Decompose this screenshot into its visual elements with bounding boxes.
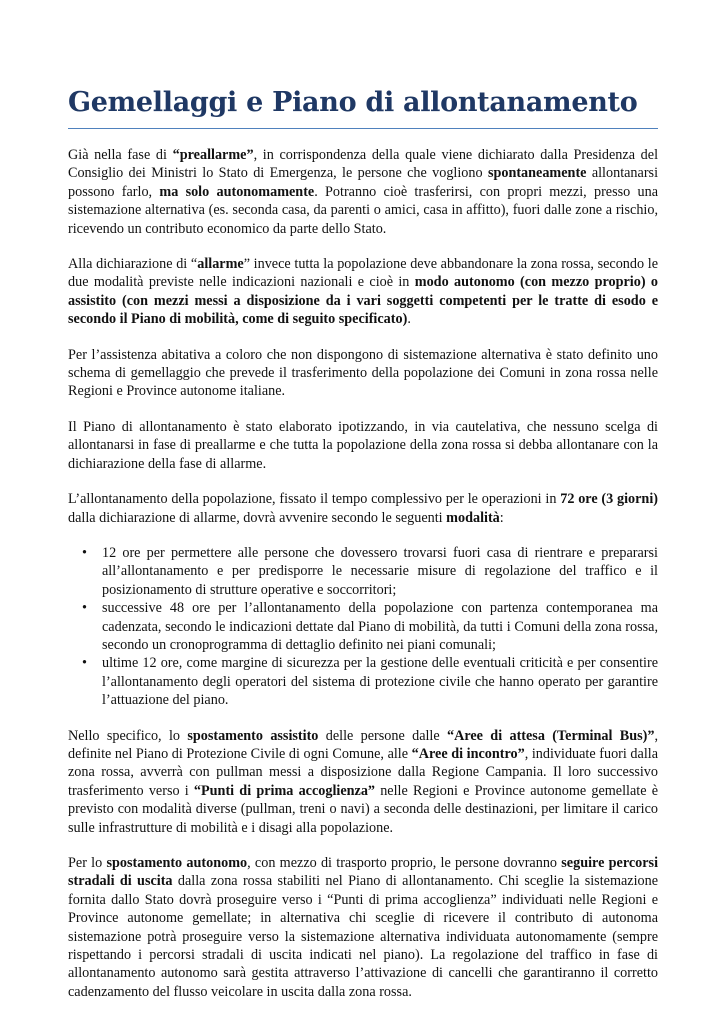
bullet-icon: • [82,600,87,617]
bullet-icon: • [82,655,87,672]
bullet-icon: • [82,544,87,561]
paragraph-modalita: L’allontanamento della popolazione, fissato il tempo complessivo per le operazioni in 72 ore (3 giorni) dalla dichiarazione di allarme, dovrà avvenire secondo le seguenti modalità: [68,491,658,526]
title-underline [68,128,658,129]
paragraph-piano: Il Piano di allontanamento è stato elaborato ipotizzando, in via cautelativa, che nessuno scelga di allontanarsi in fase di preallarme e che tutta la popolazione della zona rossa si debba allontanare con la dichiarazione della fase di allarme. [68,418,658,472]
paragraph-spostamento-autonomo: Per lo spostamento autonomo, con mezzo di trasporto proprio, le persone dovranno seguire percorsi stradali di uscita dalla zona rossa stabiliti nel Piano di allontanamento. Chi sceglie la sistemazione fornita dallo Stato dovrà proseguire verso i “Punti di prima accoglienza” individuati nelle Regioni e Province autonome gemellate; in alternativa chi sceglie di ricevere il contributo di autonoma sistemazione potrà proseguire verso la sistemazione alternativa individuata autonomamente (sempre rispettando i percorsi stradali di uscita indicati nel piano). La regolazione del traffico in fase di allontanamento autonomo sarà gestita attraverso l’attivazione di cancelli che garantiranno il corretto cadenzamento del flusso veicolare in uscita dalla zona rossa. [68,855,659,1000]
paragraph-allarme: Alla dichiarazione di “allarme” invece tutta la popolazione deve abbandonare la zona rossa, secondo le due modalità previste nelle indicazioni nazionali e cioè in modo autonomo (con mezzo proprio) o assistito (con mezzi messi a disposizione da i vari soggetti competenti per le tratte di esodo e secondo il Piano di mobilità, come di seguito specificato). [68,256,659,328]
document-body [68,146,658,1018]
list-item: • ultime 12 ore, come margine di sicurezza per la gestione delle eventuali criticità e per consentire l’allontanamento degli operatori del sistema di protezione civile che hanno operato per garantire l’attuazione del piano. [82,655,658,709]
modalita-list [68,544,658,710]
paragraph-spostamento-assistito: Nello specifico, lo spostamento assistito delle persone dalle “Aree di attesa (Terminal Bus)”, definite nel Piano di Protezione Civile di ogni Comune, alle “Aree di incontro”, individuate fuori dalla zona rossa, avverrà con pullman messi a disposizione dalla Regione Campania. Il loro successivo trasferimento verso i “Punti di prima accoglienza” nelle Regioni e Province autonome gemellate è previsto con modalità diverse (pullman, treni o navi) a seconda delle destinazioni, per limitare il carico sulle infrastrutture di mobilità e i disagi alla popolazione. [68,727,659,836]
paragraph-assistenza: Per l’assistenza abitativa a coloro che non dispongono di sistemazione alternativa è stato definito uno schema di gemellaggio che prevede il trasferimento della popolazione dei Comuni in zona rossa nelle Regioni e Province autonome italiane. [68,346,658,400]
list-item: • successive 48 ore per l’allontanamento della popolazione con partenza contemporanea ma cadenzata, secondo le indicazioni dettate dal Piano di mobilità, da tutti i Comuni della zona rossa, secondo un cronoprogramma di dettaglio definito nei piani comunali; [82,600,658,653]
page-title: Gemellaggi e Piano di allontanamento [68,87,638,118]
paragraph-preallarme: Già nella fase di “preallarme”, in corrispondenza della quale viene dichiarato dalla Presidenza del Consiglio dei Ministri lo Stato di Emergenza, le persone che vogliono spontaneamente allontanarsi possono farlo, ma solo autonomamente. Potranno cioè trasferirsi, con propri mezzi, presso una sistemazione alternativa (es. seconda casa, da parenti o amici, casa in affitto), fuori dalle zone a rischio, ricevendo un contributo economico da parte dello Stato. [68,147,659,237]
list-item: • 12 ore per permettere alle persone che dovessero trovarsi fuori casa di rientrare e prepararsi all’allontanamento e per predisporre le necessarie misure di regolazione del traffico e il posizionamento di strutture operative e soccorritori; [82,544,658,598]
